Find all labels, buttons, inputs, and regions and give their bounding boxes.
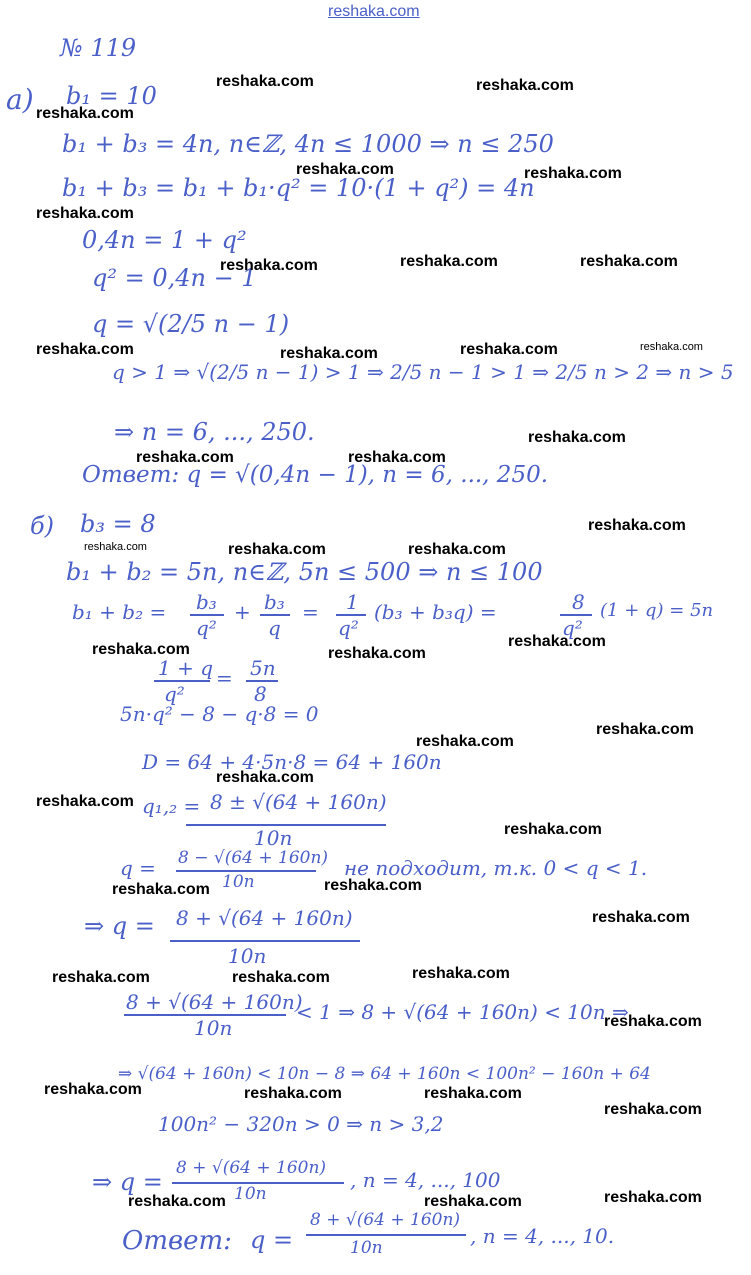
part-b-line-10-rest: < 1 ⇒ 8 + √(64 + 160n) < 10n ⇒ (296, 1000, 629, 1024)
part-b-line-1: b₃ = 8 (80, 510, 156, 538)
site-watermark: reshaka.com (508, 633, 606, 650)
site-watermark: reshaka.com (36, 793, 134, 810)
site-watermark: reshaka.com (36, 341, 134, 358)
part-b-line-3-frac1-num: b₃ (196, 590, 217, 614)
part-b-line-8-note: не подходит, т.к. 0 < q < 1. (344, 856, 648, 880)
part-b-line-10-num: 8 + √(64 + 160n) (126, 990, 303, 1014)
part-a-answer: Ответ: q = √(0,4n − 1), n = 6, ..., 250. (82, 462, 549, 488)
site-watermark: reshaka.com (424, 1193, 522, 1210)
site-watermark: reshaka.com (424, 1085, 522, 1102)
part-b-answer-rest: , n = 4, ..., 10. (470, 1224, 615, 1248)
part-b-line-3-frac2-den: q (268, 616, 281, 640)
site-watermark: reshaka.com (228, 541, 326, 558)
fraction-bar (170, 940, 360, 942)
site-watermark: reshaka.com (528, 429, 626, 446)
site-watermark: reshaka.com (524, 165, 622, 182)
part-b-line-3-mid: (b₃ + b₃q) = (374, 600, 497, 624)
site-watermark: reshaka.com (604, 1101, 702, 1118)
part-b-line-7-num: 8 ± √(64 + 160n) (210, 790, 387, 814)
problem-number: № 119 (60, 34, 137, 62)
site-watermark: reshaka.com (92, 641, 190, 658)
part-a-line-8: ⇒ n = 6, ..., 250. (114, 418, 315, 446)
site-watermark: reshaka.com (400, 253, 498, 270)
part-a-line-4: 0,4n = 1 + q² (82, 226, 247, 254)
part-b-line-9-lhs: ⇒ q = (84, 912, 155, 940)
part-b-line-3-lhs: b₁ + b₂ = (72, 600, 167, 624)
part-a-line-2: b₁ + b₃ = 4n, n∈ℤ, 4n ≤ 1000 ⇒ n ≤ 250 (62, 130, 554, 158)
equals-sign: = (302, 600, 319, 624)
site-watermark: reshaka.com (412, 965, 510, 982)
site-watermark: reshaka.com (460, 341, 558, 358)
part-b-line-3-frac3-num: 1 (346, 590, 359, 614)
part-b-line-13-lhs: ⇒ q = (92, 1168, 163, 1196)
site-watermark: reshaka.com (324, 877, 422, 894)
part-b-line-3-frac2-num: b₃ (264, 590, 285, 614)
part-a-line-6: q = √(2/5 n − 1) (92, 310, 290, 338)
site-watermark: reshaka.com (416, 733, 514, 750)
part-b-line-3-frac4-num: 8 (572, 590, 585, 614)
part-b-line-13-num: 8 + √(64 + 160n) (176, 1158, 327, 1178)
site-watermark: reshaka.com (84, 541, 147, 553)
part-a-label: а) (6, 83, 34, 116)
site-watermark: reshaka.com (36, 205, 134, 222)
part-b-line-9-num: 8 + √(64 + 160n) (176, 906, 353, 930)
site-watermark: reshaka.com (588, 517, 686, 534)
part-b-line-13-rest: , n = 4, ..., 100 (350, 1168, 501, 1192)
part-b-label: б) (30, 512, 55, 540)
part-b-line-8-den: 10n (222, 872, 255, 892)
part-b-line-10-den: 10n (194, 1016, 233, 1040)
part-b-line-5: 5n·q² − 8 − q·8 = 0 (120, 702, 319, 726)
site-watermark: reshaka.com (232, 969, 330, 986)
site-watermark: reshaka.com (112, 881, 210, 898)
part-b-line-13-den: 10n (234, 1184, 267, 1204)
site-watermark: reshaka.com (580, 253, 678, 270)
part-b-line-11: ⇒ √(64 + 160n) < 10n − 8 ⇒ 64 + 160n < 100n² − 160n + 64 (118, 1064, 651, 1084)
site-watermark: reshaka.com (476, 77, 574, 94)
part-b-line-2: b₁ + b₂ = 5n, n∈ℤ, 5n ≤ 500 ⇒ n ≤ 100 (66, 558, 543, 586)
part-b-line-3-frac3-den: q² (338, 616, 359, 640)
site-watermark: reshaka.com (244, 1085, 342, 1102)
site-watermark: reshaka.com (52, 969, 150, 986)
site-watermark: reshaka.com (220, 257, 318, 274)
site-watermark-top[interactable]: reshaka.com (328, 3, 420, 20)
part-b-line-6: D = 64 + 4·5n·8 = 64 + 160n (142, 750, 442, 774)
part-b-answer-num: 8 + √(64 + 160n) (310, 1210, 461, 1230)
site-watermark: reshaka.com (408, 541, 506, 558)
site-watermark: reshaka.com (44, 1081, 142, 1098)
site-watermark: reshaka.com (128, 1193, 226, 1210)
part-a-line-5: q² = 0,4n − 1 (92, 264, 257, 292)
site-watermark: reshaka.com (348, 449, 446, 466)
part-a-line-1: b₁ = 10 (66, 82, 157, 110)
site-watermark: reshaka.com (604, 1189, 702, 1206)
equals-sign: = (216, 666, 233, 690)
site-watermark: reshaka.com (280, 345, 378, 362)
part-a-line-7: q > 1 ⇒ √(2/5 n − 1) > 1 ⇒ 2/5 n − 1 > 1 ⇒ 2/5 n > 2 ⇒ n > 5 (112, 360, 734, 384)
part-b-line-4-num1: 1 + q (158, 656, 213, 680)
part-b-line-3-end: (1 + q) = 5n (600, 600, 714, 621)
part-b-line-7-lhs: q₁,₂ = (142, 794, 201, 818)
site-watermark: reshaka.com (504, 821, 602, 838)
site-watermark: reshaka.com (328, 645, 426, 662)
part-b-line-7-den: 10n (254, 826, 293, 850)
plus-sign: + (234, 600, 251, 624)
part-b-line-3-frac4-den: q² (562, 616, 583, 640)
part-b-line-12: 100n² − 320n > 0 ⇒ n > 3,2 (158, 1112, 444, 1136)
part-b-line-4-den1: q² (164, 682, 185, 706)
part-b-answer-den: 10n (350, 1238, 383, 1258)
part-b-line-9-den: 10n (228, 944, 267, 968)
part-b-line-8-lhs: q = (120, 856, 156, 880)
site-watermark: reshaka.com (216, 73, 314, 90)
fraction-bar (306, 1234, 466, 1236)
site-watermark: reshaka.com (640, 341, 703, 353)
part-b-line-8-num: 8 − √(64 + 160n) (178, 848, 329, 868)
site-watermark: reshaka.com (136, 449, 234, 466)
part-b-line-4-den2: 8 (254, 682, 267, 706)
site-watermark: reshaka.com (592, 909, 690, 926)
part-b-line-4-num2: 5n (250, 656, 276, 680)
site-watermark: reshaka.com (296, 161, 394, 178)
site-watermark: reshaka.com (216, 769, 314, 786)
part-a-line-3: b₁ + b₃ = b₁ + b₁·q² = 10·(1 + q²) = 4n (62, 174, 535, 202)
part-b-answer-lhs: q = (250, 1226, 294, 1254)
site-watermark: reshaka.com (36, 105, 134, 122)
part-b-answer-label: Ответ: (122, 1226, 232, 1256)
part-b-line-3-frac1-den: q² (196, 616, 217, 640)
site-watermark: reshaka.com (604, 1013, 702, 1030)
site-watermark: reshaka.com (596, 721, 694, 738)
